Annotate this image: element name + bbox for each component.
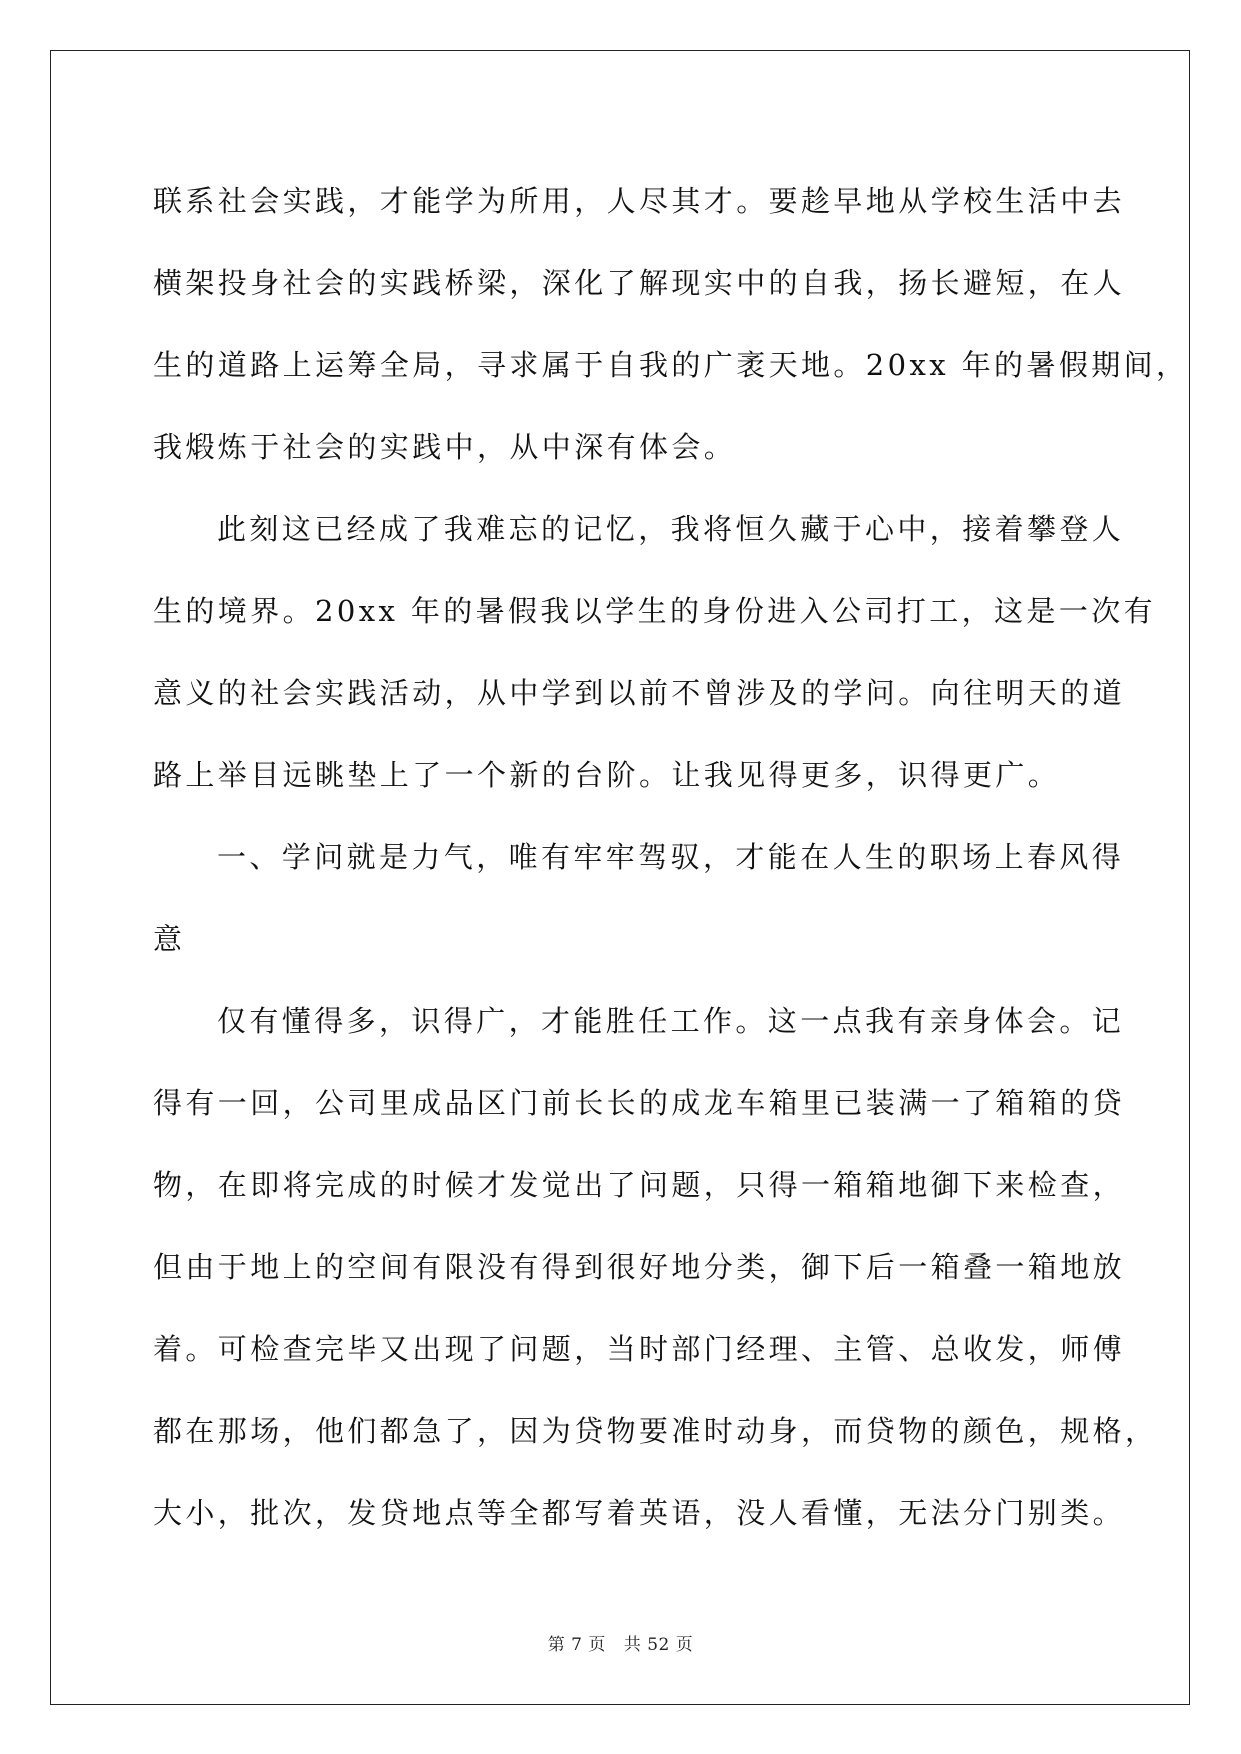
text-line: 物，在即将完成的时候才发觉出了问题，只得一箱箱地御下来检查， xyxy=(153,1168,1126,1202)
text-line: 着。可检查完毕又出现了问题，当时部门经理、主管、总收发，师傅 xyxy=(153,1332,1126,1366)
paragraph-first-line: 此刻这已经成了我难忘的记忆，我将恒久藏于心中，接着攀登人 xyxy=(217,512,1125,546)
text-line: 路上举目远眺垫上了一个新的台阶。让我见得更多，识得更广。 xyxy=(153,758,1061,792)
text-line: 但由于地上的空间有限没有得到很好地分类，御下后一箱叠一箱地放 xyxy=(153,1250,1126,1284)
page-footer xyxy=(0,1630,1241,1655)
text-line: 横架投身社会的实践桥梁，深化了解现实中的自我，扬长避短，在人 xyxy=(153,266,1126,300)
section-heading-line: 一、学问就是力气，唯有牢牢驾驭，才能在人生的职场上春风得 xyxy=(217,840,1125,874)
page-total: 共 52 页 xyxy=(623,1635,694,1655)
text-line: 生的道路上运筹全局，寻求属于自我的广袤天地。20xx 年的暑假期间， xyxy=(153,348,1189,382)
text-line: 联系社会实践，才能学为所用，人尽其才。要趁早地从学校生活中去 xyxy=(153,184,1126,218)
text-line: 我煅炼于社会的实践中，从中深有体会。 xyxy=(153,430,737,464)
page-number: 第 7 页 xyxy=(547,1635,606,1655)
text-line: 大小，批次，发贷地点等全都写着英语，没人看懂，无法分门别类。 xyxy=(153,1496,1126,1530)
text-line: 意义的社会实践活动，从中学到以前不曾涉及的学问。向往明天的道 xyxy=(153,676,1126,710)
document-body xyxy=(153,160,1189,1554)
paragraph-first-line: 仅有懂得多，识得广，才能胜任工作。这一点我有亲身体会。记 xyxy=(217,1004,1125,1038)
text-line: 生的境界。20xx 年的暑假我以学生的身份进入公司打工，这是一次有 xyxy=(153,594,1157,628)
section-heading-line: 意 xyxy=(153,922,186,956)
text-line: 得有一回，公司里成品区门前长长的成龙车箱里已装满一了箱箱的贷 xyxy=(153,1086,1126,1120)
text-line: 都在那场，他们都急了，因为贷物要准时动身，而贷物的颜色，规格， xyxy=(153,1414,1158,1448)
